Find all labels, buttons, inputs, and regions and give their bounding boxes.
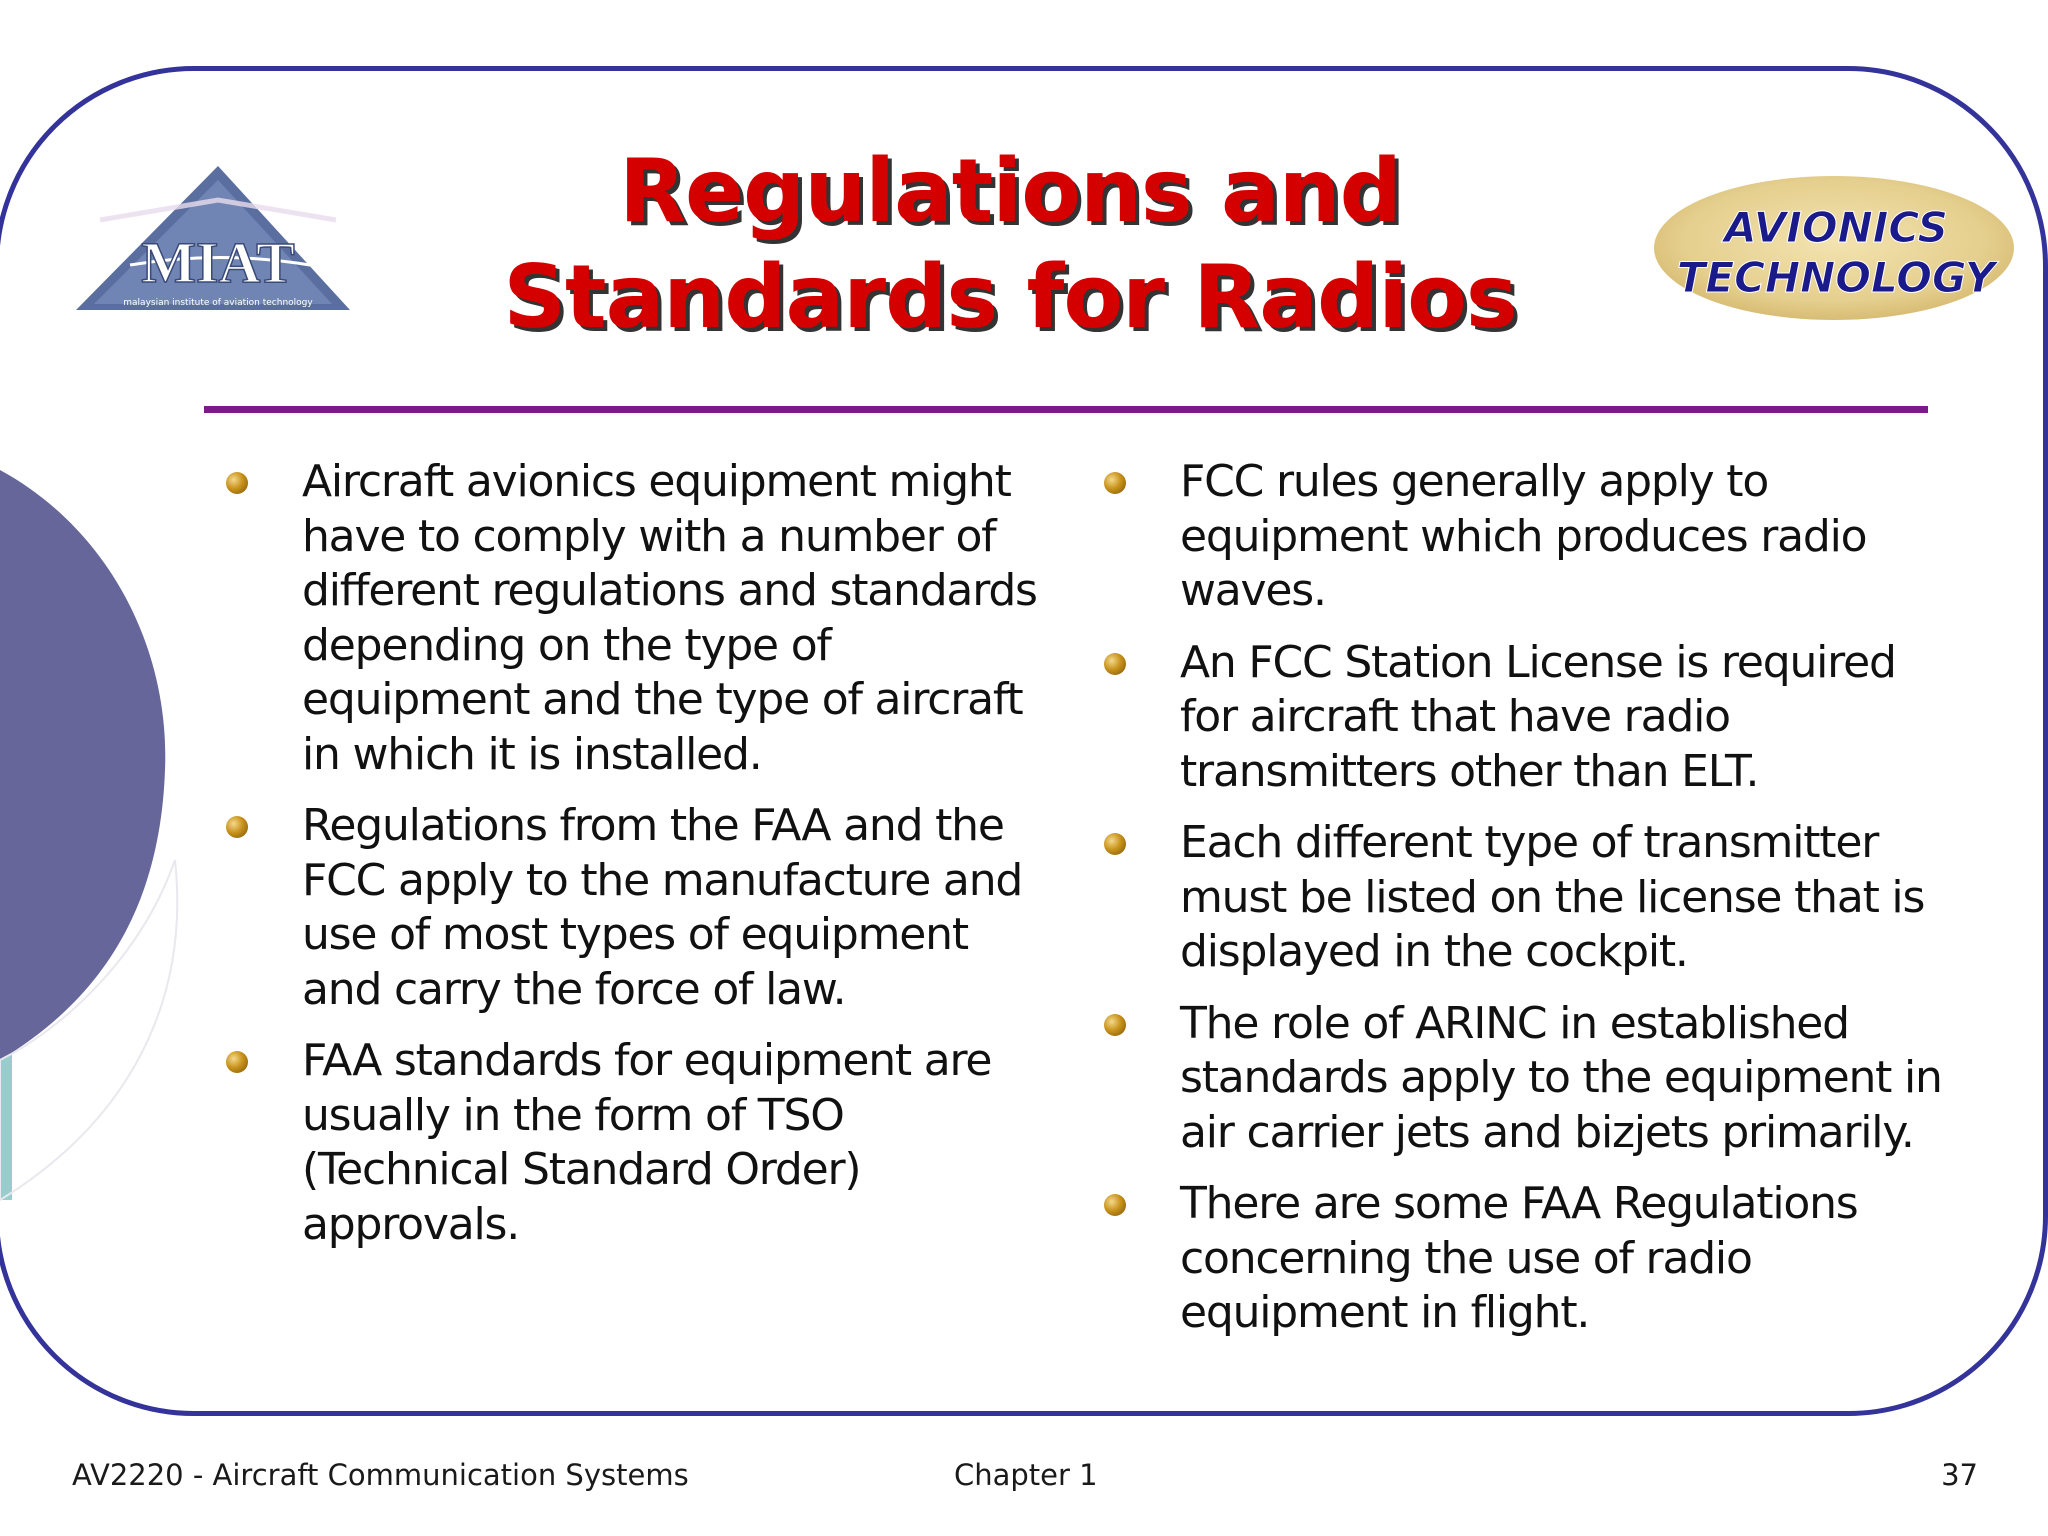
title-divider <box>204 406 1928 413</box>
footer-chapter: Chapter 1 <box>954 1458 1098 1492</box>
list-item <box>1098 455 1948 619</box>
bullet-icon <box>226 472 248 494</box>
bullet-icon <box>1104 1194 1126 1216</box>
title-line-1: Regulations and <box>619 140 1401 242</box>
logo-tagline: malaysian institute of aviation technology <box>123 298 313 308</box>
bullet-icon <box>1104 653 1126 675</box>
list-item <box>220 799 1050 1017</box>
bullet-text: Aircraft avionics equipment might have to comply with a number of different regulations and standards depending on the type of equipment and the type of aircraft in which it is installed. <box>302 456 1037 780</box>
badge-line-2: TECHNOLOGY <box>1676 253 1996 302</box>
list-item <box>1098 816 1948 980</box>
bullet-icon <box>1104 472 1126 494</box>
left-bullet-list <box>220 455 1050 1269</box>
bullet-icon <box>226 816 248 838</box>
bullet-text: An FCC Station License is required for aircraft that have radio transmitters other than ELT. <box>1180 636 1896 797</box>
left-decor-shape <box>0 440 200 1230</box>
list-item <box>1098 997 1948 1161</box>
bullet-icon <box>226 1051 248 1073</box>
slide-title <box>420 138 1600 350</box>
bullet-icon <box>1104 1014 1126 1036</box>
bullet-text: FCC rules generally apply to equipment which produces radio waves. <box>1180 456 1867 616</box>
bullet-text: Each different type of transmitter must be listed on the license that is displayed in the cockpit. <box>1180 817 1925 977</box>
bullet-text: There are some FAA Regulations concerning the use of radio equipment in flight. <box>1180 1178 1858 1338</box>
badge-line-1: AVIONICS <box>1724 203 1948 252</box>
bullet-text: FAA standards for equipment are usually in the form of TSO (Technical Standard Order) approvals. <box>302 1035 992 1250</box>
list-item <box>220 1034 1050 1252</box>
bullet-text: The role of ARINC in established standards apply to the equipment in air carrier jets and bizjets primarily. <box>1180 997 1942 1158</box>
list-item <box>1098 1177 1948 1341</box>
right-bullet-list <box>1098 455 1948 1358</box>
bullet-text: Regulations from the FAA and the FCC apply to the manufacture and use of most types of equipment and carry the force of law. <box>302 800 1023 1015</box>
list-item <box>1098 636 1948 800</box>
list-item <box>220 455 1050 782</box>
miat-logo <box>70 160 360 320</box>
avionics-technology-badge <box>1652 174 2016 322</box>
footer-page-number: 37 <box>1941 1458 1978 1492</box>
bullet-icon <box>1104 833 1126 855</box>
footer-course: AV2220 - Aircraft Communication Systems <box>72 1458 689 1492</box>
title-line-2: Standards for Radios <box>503 246 1517 348</box>
logo-text: MIAT <box>141 230 295 295</box>
